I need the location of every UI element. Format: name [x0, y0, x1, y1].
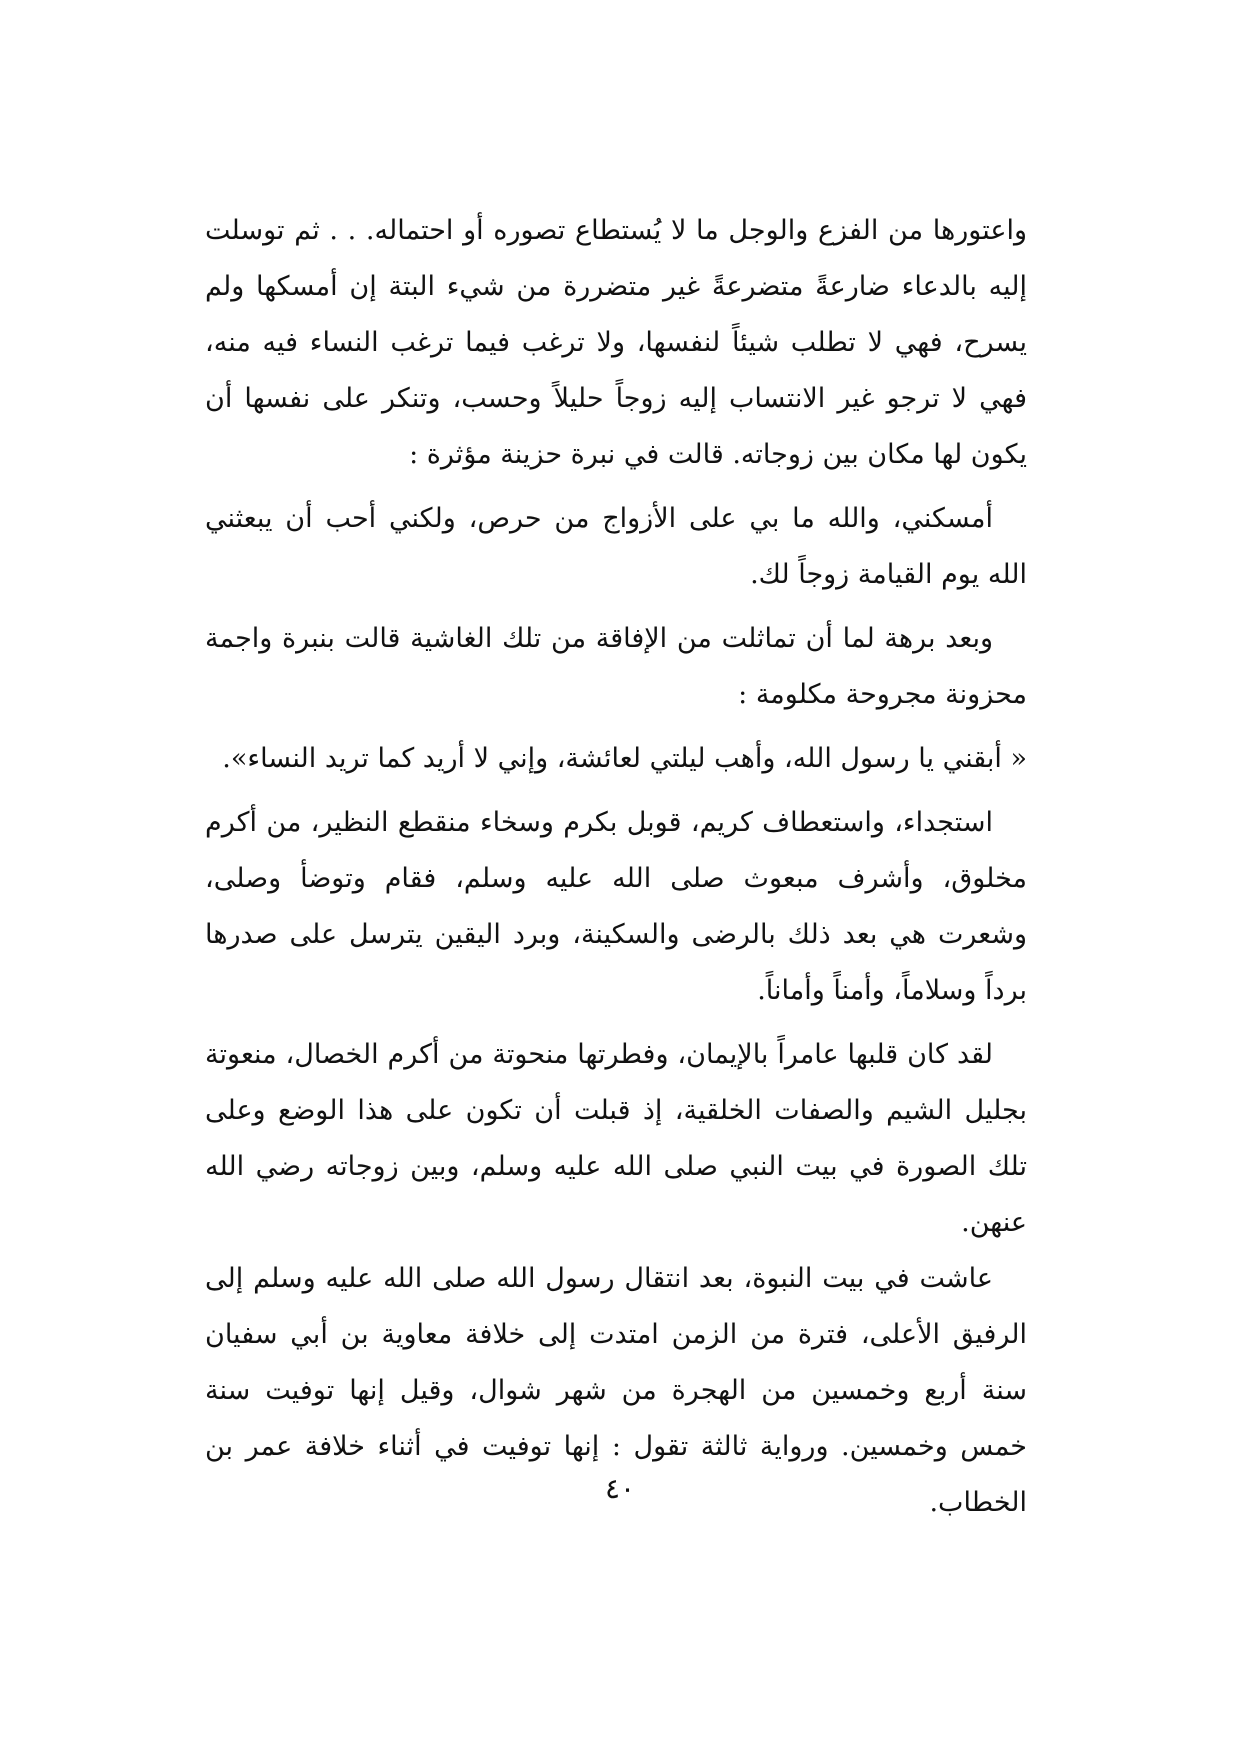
paragraph-6: لقد كان قلبها عامراً بالإيمان، وفطرتها منحوتة من أكرم الخصال، منعوتة بجليل الشيم والصفات الخلقية، إذ قبلت أن تكون على هذا الوضع وعلى تلك الصورة في بيت النبي صلى الله عليه وسلم، وبين زوجاته رضي الله عنهن.	[205, 1039, 1027, 1238]
page-number: ٤٠	[604, 1472, 636, 1505]
body-text	[205, 203, 1027, 1531]
paragraph-7: عاشت في بيت النبوة، بعد انتقال رسول الله صلى الله عليه وسلم إلى الرفيق الأعلى، فترة من الزمن امتدت إلى خلافة معاوية بن أبي سفيان سنة أربع وخمسين من الهجرة من شهر شوال، وقيل إنها توفيت سنة خمس وخمسين. ورواية ثالثة تقول : إنها توفيت في أثناء خلافة عمر بن الخطاب.	[205, 1263, 1027, 1518]
paragraph-5: استجداء، واستعطاف كريم، قوبل بكرم وسخاء منقطع النظير، من أكرم مخلوق، وأشرف مبعوث صلى الله عليه وسلم، فقام وتوضأ وصلى، وشعرت هي بعد ذلك بالرضى والسكينة، وبرد اليقين يترسل على صدرها برداً وسلاماً، وأمناً وأماناً.	[205, 807, 1027, 1006]
paragraph-3: وبعد برهة لما أن تماثلت من الإفاقة من تلك الغاشية قالت بنبرة واجمة محزونة مجروحة مكلومة :	[205, 623, 1027, 710]
paragraph-1: واعتورها من الفزع والوجل ما لا يُستطاع تصوره أو احتماله. . . ثم توسلت إليه بالدعاء ضارعةً متضرعةً غير متضررة من شيء البتة إن أمسكها ولم يسرح، فهي لا تطلب شيئاً لنفسها، ولا ترغب فيما ترغب النساء فيه منه، فهي لا ترجو غير الانتساب إليه زوجاً حليلاً وحسب، وتنكر على نفسها أن يكون لها مكان بين زوجاته. قالت في نبرة حزينة مؤثرة :	[205, 215, 1027, 470]
paragraph-quote-1: أمسكني، والله ما بي على الأزواج من حرص، ولكني أحب أن يبعثني الله يوم القيامة زوجاً لك.	[205, 503, 1027, 590]
paragraph-quote-2: « أبقني يا رسول الله، وأهب ليلتي لعائشة، وإني لا أريد كما تريد النساء».	[222, 743, 1027, 774]
